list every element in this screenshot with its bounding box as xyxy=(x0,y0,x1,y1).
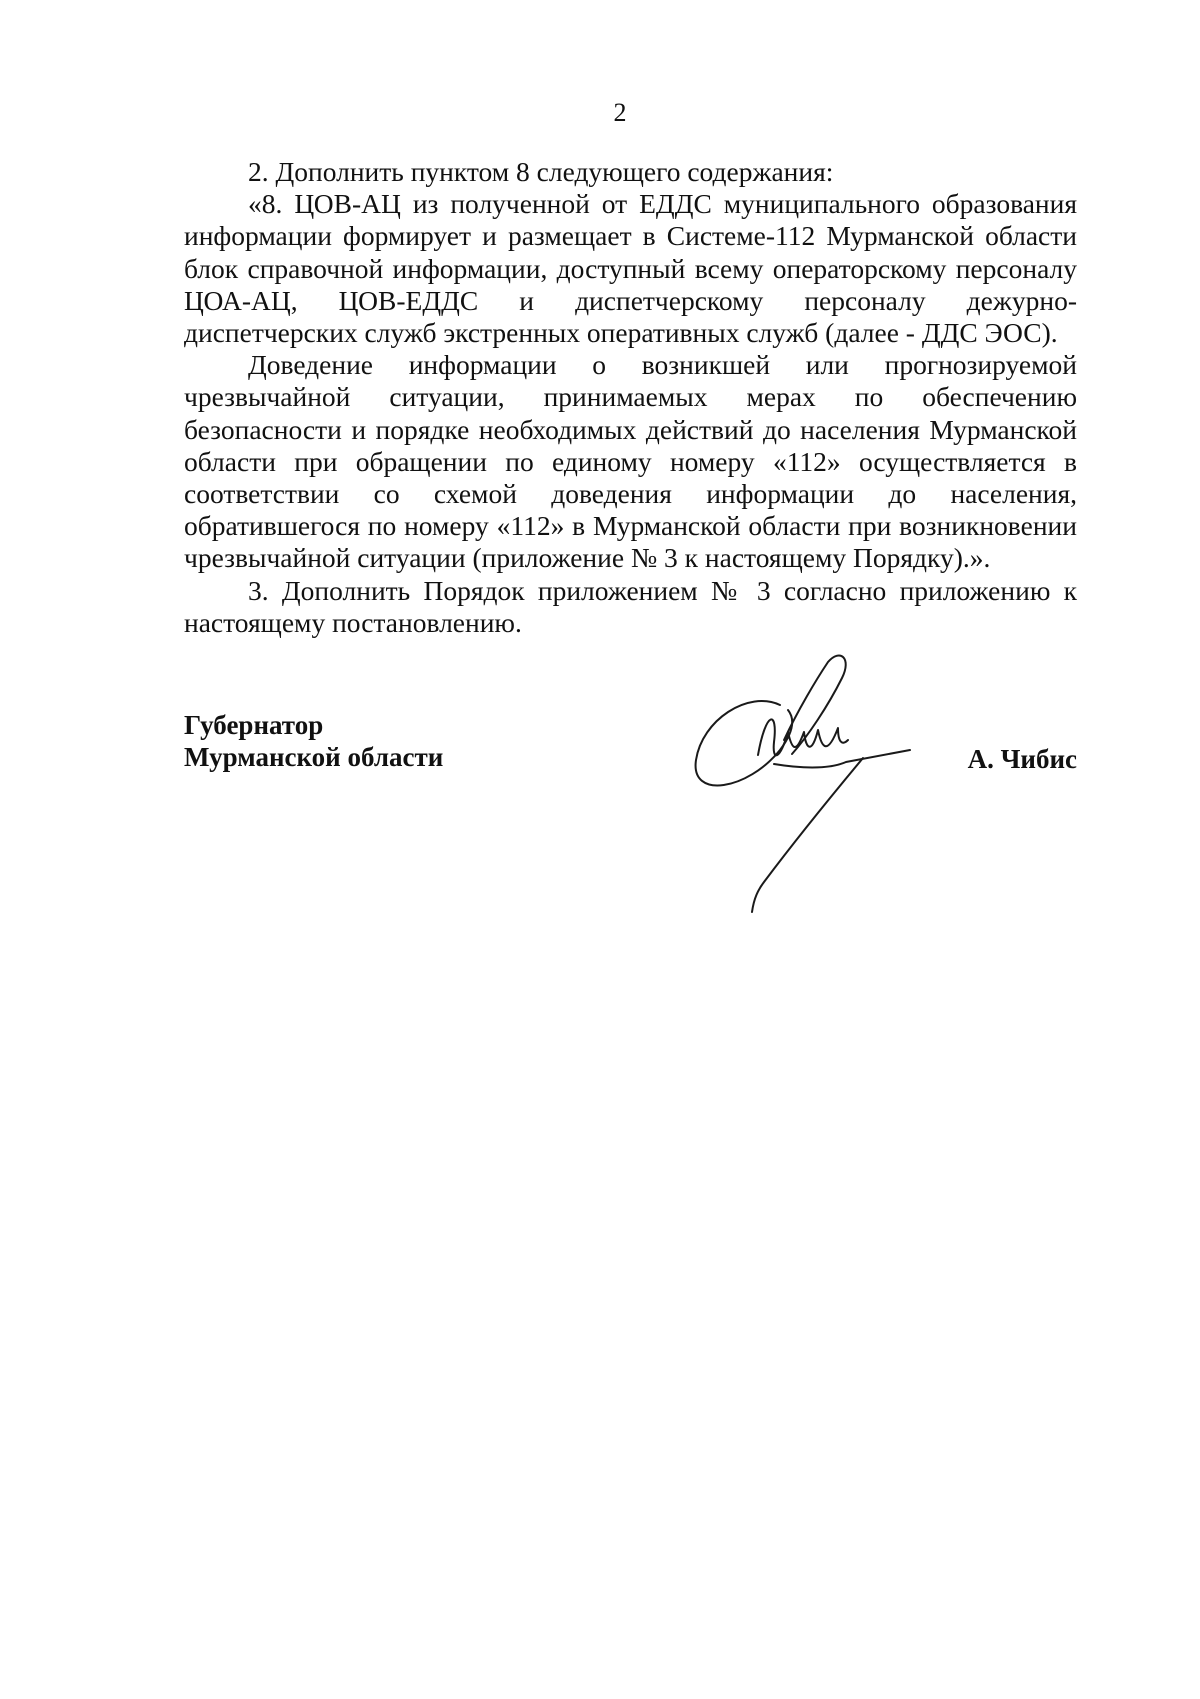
paragraph-item-8: «8. ЦОВ-АЦ из полученной от ЕДДС муниципального образования информации формирует и размещает в Системе-112 Мурманской области блок справочной информации, доступный всему операторскому персоналу ЦОА-АЦ, ЦОВ-ЕДДС и диспетчерскому персоналу дежурно-диспетчерских служб экстренных оперативных служб (далее - ДДС ЭОС). xyxy=(184,188,1077,349)
signatory-title-line1: Губернатор xyxy=(184,710,324,740)
paragraph-item-2: 2. Дополнить пунктом 8 следующего содержания: xyxy=(248,156,834,187)
signature-descender-stroke xyxy=(752,758,863,912)
handwritten-signature xyxy=(688,650,958,920)
paragraph-item-3: 3. Дополнить Порядок приложением № 3 согласно приложению к настоящему постановлению. xyxy=(184,574,1077,638)
paragraph-information-notice: Доведение информации о возникшей или прогнозируемой чрезвычайной ситуации, принимаемых мерах по обеспечению безопасности и порядке необходимых действий до населения Мурманской области при обращении по единому номеру «112» осуществляется в соответствии со схемой доведения информации до населения, обратившегося по номеру «112» в Мурманской области при возникновении чрезвычайной ситуации (приложение № 3 к настоящему Порядку).». xyxy=(184,349,1077,574)
page-number: 2 xyxy=(613,98,627,127)
signature-loop-stroke xyxy=(696,701,793,785)
signatory-name: А. Чибис xyxy=(967,744,1077,774)
signature-letters-stroke xyxy=(758,719,848,755)
signatory-title xyxy=(184,709,443,773)
signatory-title-line2: Мурманской области xyxy=(184,742,444,772)
document-body xyxy=(184,156,1077,639)
